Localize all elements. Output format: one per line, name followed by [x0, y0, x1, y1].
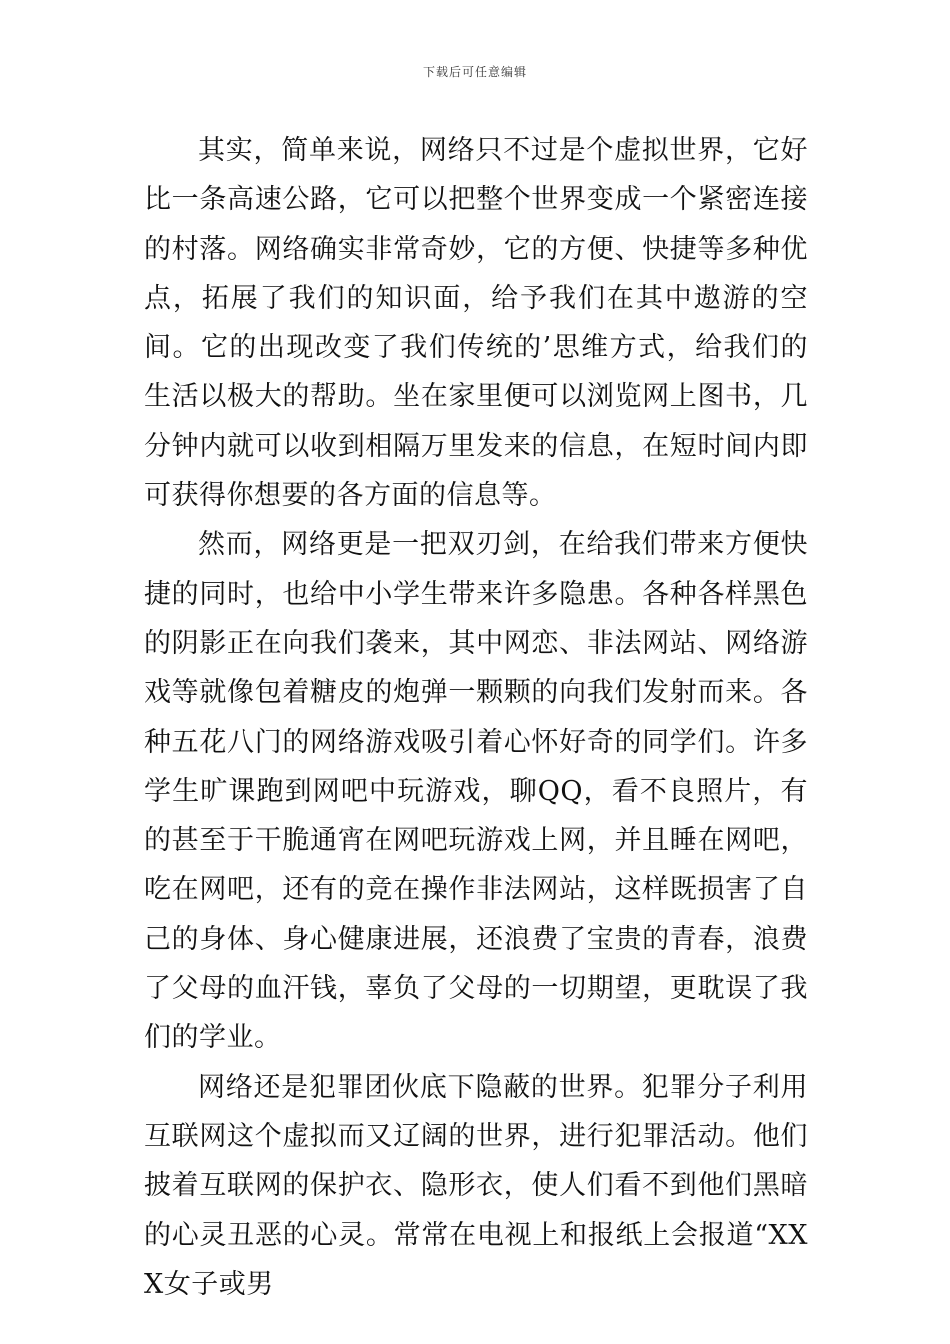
body-text: [144, 126, 808, 1309]
paragraph-3: 网络还是犯罪团伙底下隐蔽的世界。犯罪分子利用互联网这个虚拟而又辽阔的世界，进行犯罪活动。他们披着互联网的保护衣、隐形衣，使人们看不到他们黑暗的心灵丑恶的心灵。常常在电视上和报纸上会报道“XXX女子或男: [144, 1071, 808, 1300]
paragraph-1: 其实，简单来说，网络只不过是个虚拟世界，它好比一条高速公路，它可以把整个世界变成一个紧密连接的村落。网络确实非常奇妙，它的方便、快捷等多种优点，拓展了我们的知识面，给予我们在其中遨游的空间。它的出现改变了我们传统的’思维方式，给我们的生活以极大的帮助。坐在家里便可以浏览网上图书，几分钟内就可以收到相隔万里发来的信息，在短时间内即可获得你想要的各方面的信息等。: [144, 135, 808, 512]
paragraph-2: 然而，网络更是一把双刃剑，在给我们带来方便快捷的同时，也给中小学生带来许多隐患。各种各样黑色的阴影正在向我们袭来，其中网恋、非法网站、网络游戏等就像包着糖皮的炮弹一颗颗的向我们发射而来。各种五花八门的网络游戏吸引着心怀好奇的同学们。许多学生旷课跑到网吧中玩游戏，聊QQ，看不良照片，有的甚至于干脆通宵在网吧玩游戏上网，并且睡在网吧，吃在网吧，还有的竞在操作非法网站，这样既损害了自己的身体、身心健康进展，还浪费了宝贵的青春，浪费了父母的血汗钱，辜负了父母的一切期望，更耽误了我们的学业。: [144, 529, 808, 1054]
header-note: 下载后可任意编辑: [422, 65, 527, 79]
